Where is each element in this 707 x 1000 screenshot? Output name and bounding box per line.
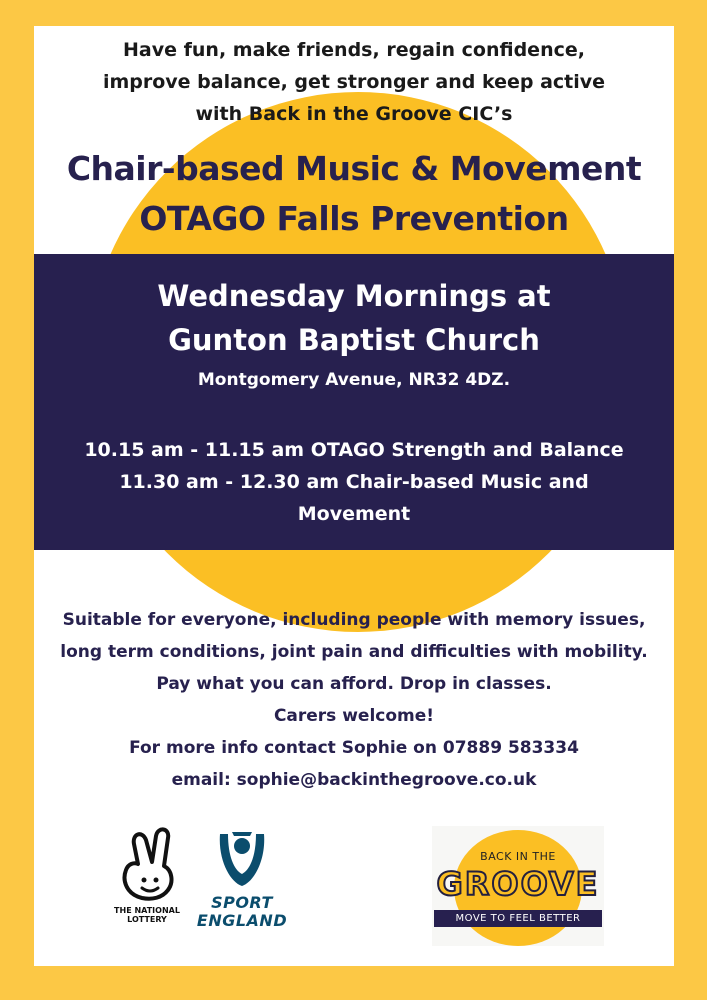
sport-england-figure-icon	[210, 826, 274, 890]
venue-name: Gunton Baptist Church	[168, 323, 540, 357]
sport-england-logo	[192, 826, 292, 930]
lottery-label-2: LOTTERY	[127, 915, 167, 924]
groove-wordmark: GROOVE	[436, 865, 600, 903]
poster-sheet	[34, 26, 674, 966]
lottery-label-1: THE NATIONAL	[114, 906, 180, 915]
info-line: Carers welcome!	[273, 706, 435, 726]
crossed-fingers-icon	[112, 826, 182, 902]
info-line: Suitable for everyone, including people with memory issues,	[62, 610, 646, 630]
schedule-line: Movement	[297, 503, 411, 525]
sport-label-2: ENGLAND	[196, 911, 288, 930]
contact-email: email: sophie@backinthegroove.co.uk	[171, 770, 537, 790]
intro-text	[34, 34, 674, 130]
intro-line: improve balance, get stronger and keep active	[102, 71, 606, 93]
venue-day: Wednesday Mornings at	[157, 279, 551, 313]
groove-top-text: BACK IN THE	[480, 850, 556, 863]
venue-address: Montgomery Avenue, NR32 4DZ.	[197, 370, 511, 390]
info-line: Pay what you can afford. Drop in classes.	[156, 674, 552, 694]
intro-line: Have fun, make friends, regain confidence,	[123, 39, 585, 61]
national-lottery-logo	[102, 826, 192, 924]
schedule	[34, 434, 674, 530]
schedule-line: 11.30 am - 12.30 am Chair-based Music and	[119, 471, 589, 493]
back-in-the-groove-logo	[432, 826, 604, 946]
title-line: OTAGO Falls Prevention	[139, 199, 569, 238]
intro-line: with Back in the Groove CIC’s	[195, 103, 513, 125]
schedule-line: 10.15 am - 11.15 am OTAGO Strength and Balance	[84, 439, 624, 461]
sport-label-1: SPORT	[211, 893, 273, 912]
page-title	[34, 144, 674, 244]
info-text	[34, 604, 674, 796]
groove-tagline: MOVE TO FEEL BETTER	[434, 910, 602, 927]
title-line: Chair-based Music & Movement	[66, 149, 642, 188]
contact-phone: For more info contact Sophie on 07889 583334	[129, 738, 579, 758]
venue-band	[34, 254, 674, 550]
info-line: long term conditions, joint pain and difficulties with mobility.	[60, 642, 648, 662]
